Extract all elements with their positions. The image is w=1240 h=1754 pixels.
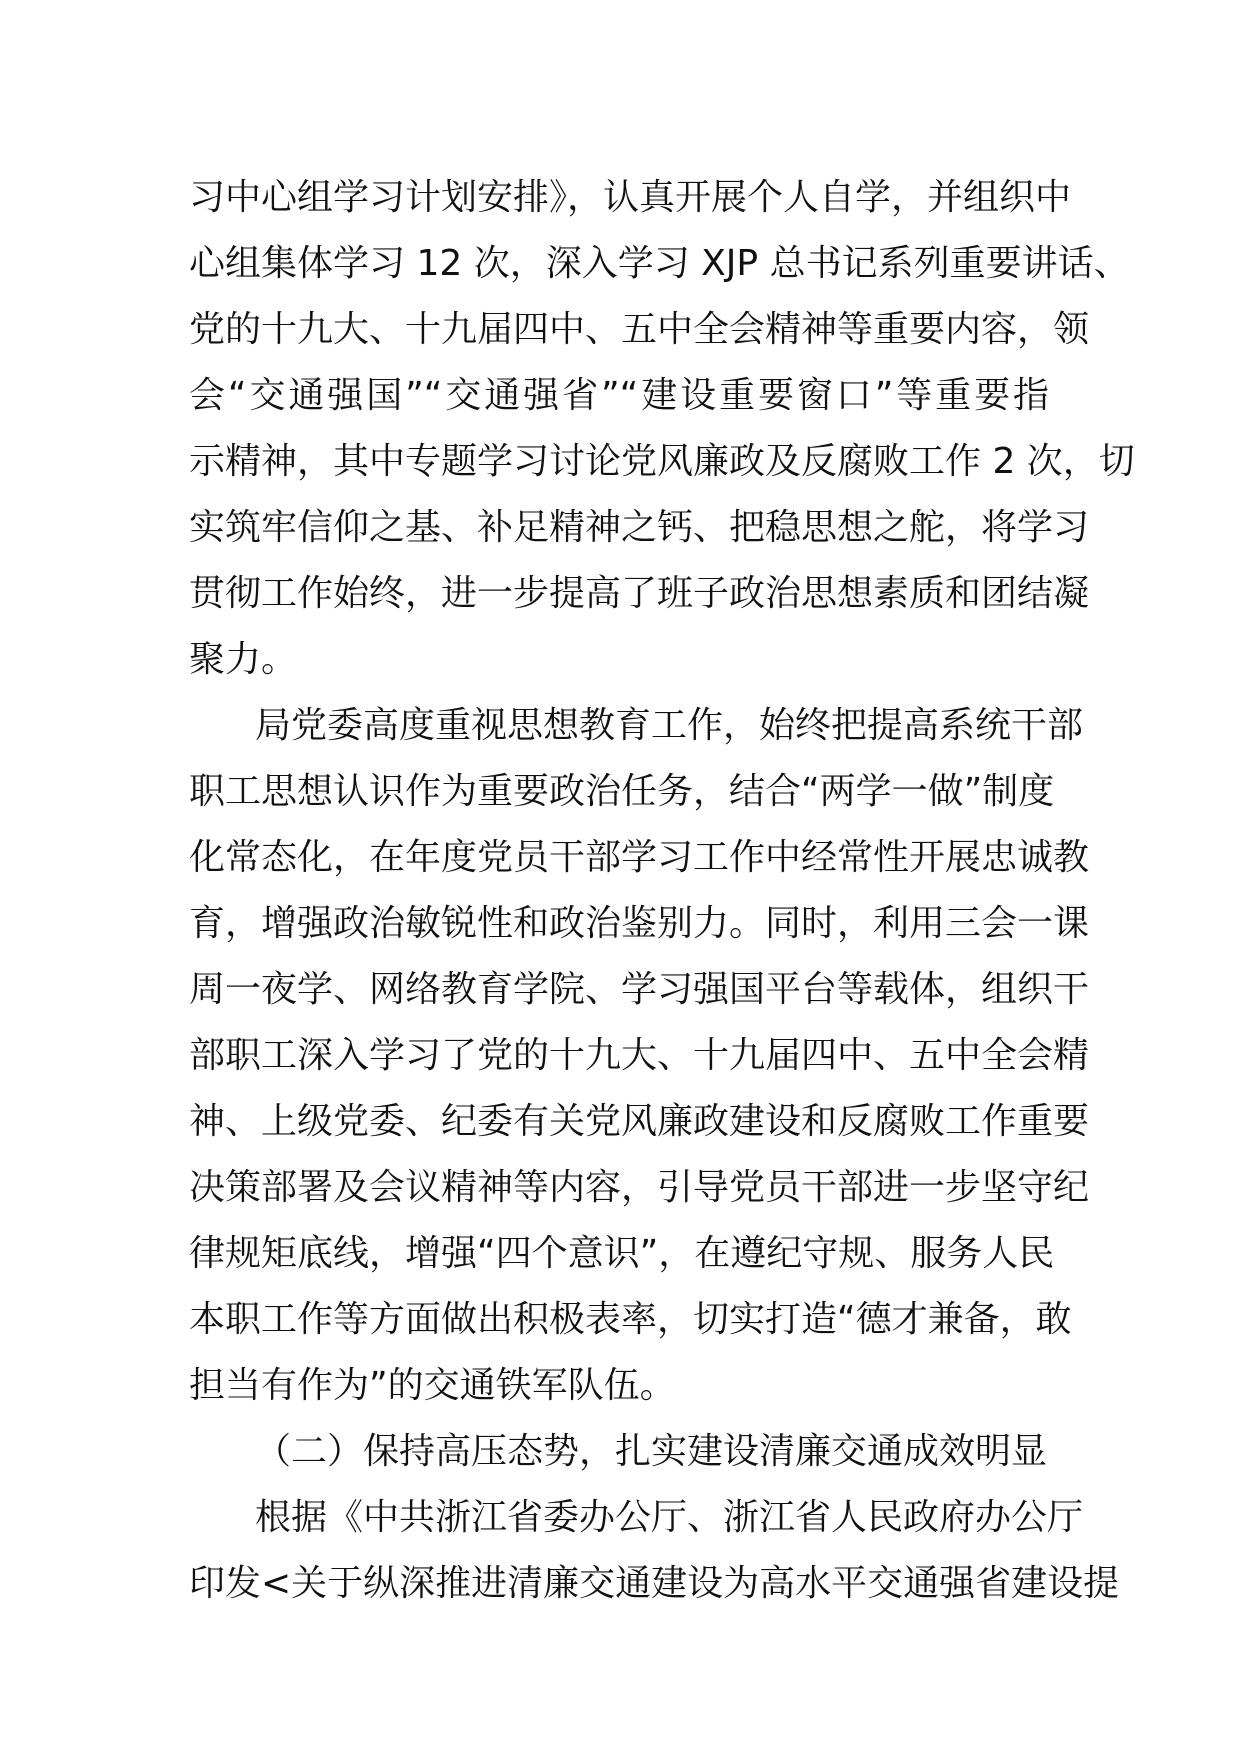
text-line: 律规矩底线，增强“四个意识”，在遵纪守规、服务人民: [189, 1233, 1055, 1274]
document-body: [189, 165, 1135, 1617]
text-line: 局党委高度重视思想教育工作，始终把提高系统干部: [255, 705, 1084, 746]
text-line: 心组集体学习 12 次，深入学习 XJP 总书记系列重要讲话、: [189, 243, 1130, 284]
text-line: 神、上级党委、纪委有关党风廉政建设和反腐败工作重要: [189, 1101, 1090, 1142]
text-line: 示精神，其中专题学习讨论党风廉政及反腐败工作 2 次，切: [189, 441, 1135, 482]
text-line: 担当有作为”的交通铁军队伍。: [189, 1365, 676, 1406]
text-line: 周一夜学、网络教育学院、学习强国平台等载体，组织干: [189, 969, 1090, 1010]
text-line: 贯彻工作始终，进一步提高了班子政治思想素质和团结凝: [189, 573, 1090, 614]
text-line: 党的十九大、十九届四中、五中全会精神等重要内容，领: [189, 309, 1090, 350]
text-line: 习中心组学习计划安排》，认真开展个人自学，并组织中: [189, 177, 1072, 218]
paragraph-continuation: [189, 165, 1135, 693]
text-line: 实筑牢信仰之基、补足精神之钙、把稳思想之舵，将学习: [189, 507, 1090, 548]
text-line: 本职工作等方面做出积极表率，切实打造“德才兼备，敢: [189, 1299, 1072, 1340]
paragraph-clean-transport: [189, 1485, 1120, 1617]
text-line: 部职工深入学习了党的十九大、十九届四中、五中全会精: [189, 1035, 1090, 1076]
text-line: 印发<关于纵深推进清廉交通建设为高水平交通强省建设提: [189, 1563, 1120, 1604]
text-line: 会“交通强国”“交通强省”“建设重要窗口”等重要指: [189, 375, 1049, 416]
text-line: 育，增强政治敏锐性和政治鉴别力。同时，利用三会一课: [189, 903, 1090, 944]
text-line: 化常态化，在年度党员干部学习工作中经常性开展忠诚教: [189, 837, 1090, 878]
section-heading: （二）保持高压态势，扎实建设清廉交通成效明显: [255, 1431, 1048, 1472]
text-line: 根据《中共浙江省委办公厅、浙江省人民政府办公厅: [255, 1497, 1084, 1538]
text-line: 职工思想认识作为重要政治任务，结合“两学一做”制度: [189, 771, 1055, 812]
text-line: 聚力。: [189, 639, 298, 680]
paragraph-education: [189, 693, 1090, 1419]
text-line: 决策部署及会议精神等内容，引导党员干部进一步坚守纪: [189, 1167, 1090, 1208]
